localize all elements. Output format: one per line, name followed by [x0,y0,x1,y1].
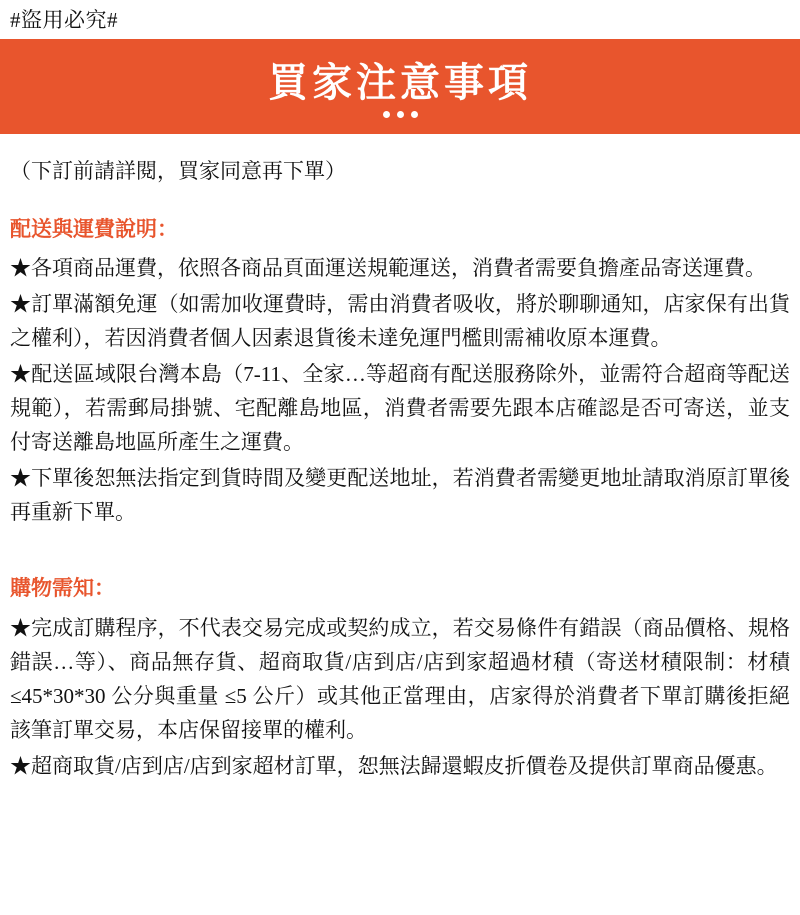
section-divider-space [10,555,790,573]
section-shipping [10,214,790,530]
section-heading: 購物需知： [10,576,115,601]
bullet-item: ★下單後恕無法指定到貨時間及變更配送地址，若消費者需變更地址請取消原訂單後再重新下單。 [10,466,790,525]
bullet-item: ★各項商品運費，依照各商品頁面運送規範運送，消費者需要負擔產品寄送運費。 [10,256,766,281]
intro-text: （下訂前請詳閱，買家同意再下單） [10,159,346,184]
banner-dots-decoration [383,111,418,118]
dot-icon [383,111,390,118]
section-purchase-notes [10,573,790,783]
watermark-text: #盜用必究# [10,8,118,32]
banner-title: 買家注意事項 [268,60,532,106]
dot-icon [411,111,418,118]
bullet-item: ★配送區域限台灣本島（7-11、全家…等超商有配送服務除外，並需符合超商等配送規範），若需郵局掛號、宅配離島地區，消費者需要先跟本店確認是否可寄送，並支付寄送離島地區所產生之運費。 [10,362,790,455]
bullet-item: ★超商取貨/店到店/店到家超材訂單，恕無法歸還蝦皮折價卷及提供訂單商品優惠。 [10,753,778,778]
dot-icon [397,111,404,118]
bullet-item: ★完成訂購程序，不代表交易完成或契約成立，若交易條件有錯誤（商品價格、規格錯誤…等）、商品無存貨、超商取貨/店到店/店到家超過材積（寄送材積限制：材積 ≤45*30*30 公分與重量 ≤5 公斤）或其他正當理由，店家得於消費者下單訂購後拒絕該筆訂單交易，本店保留接單的權利。 [10,615,790,742]
bullet-item: ★訂單滿額免運（如需加收運費時，需由消費者吸收，將於聊聊通知，店家保有出貨之權利），若因消費者個人因素退貨後未達免運門檻則需補收原本運費。 [10,292,790,351]
banner [0,39,800,134]
content-area [0,156,800,783]
section-heading: 配送與運費說明： [10,216,178,241]
